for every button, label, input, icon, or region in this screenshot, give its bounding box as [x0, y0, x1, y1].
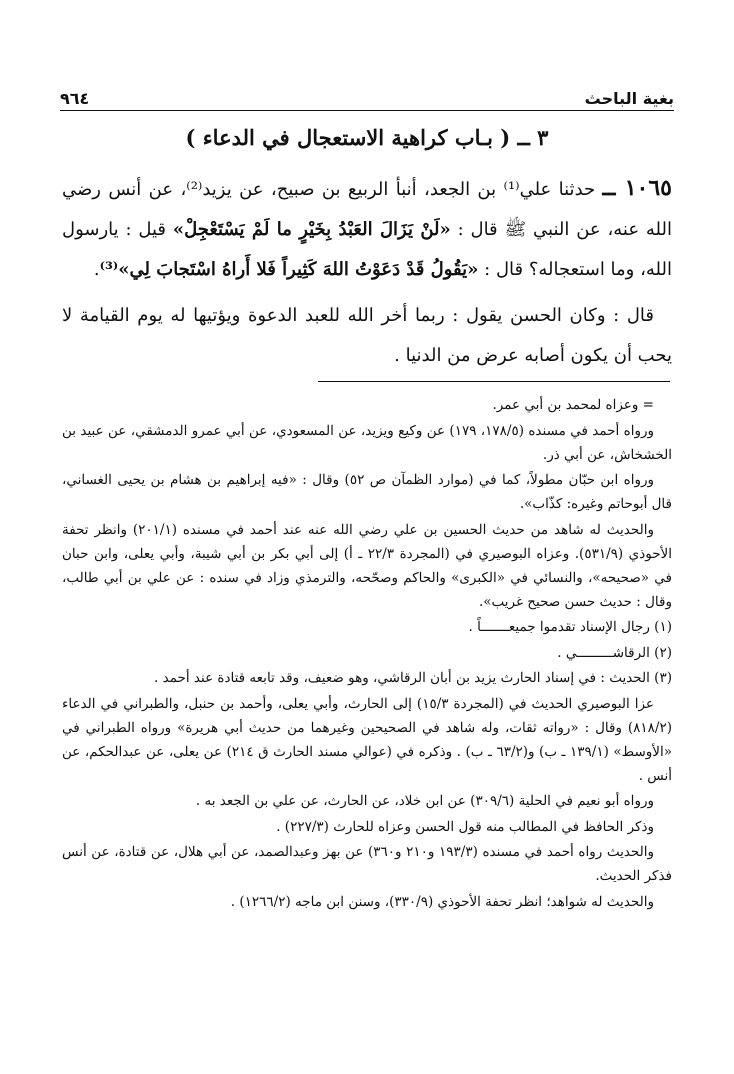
note-paragraph: عزا البوصيري الحديث في (المجردة ١٥/٣) إلى الحارث، وأبي يعلى، وأحمد بن حنبل، والطبراني في الدعاء (٨١٨/٢) وقال : «رواته ثقات، وله شاهد في الصحيحين وغيرهما من حديث أبي هريرة» ورواه الطبراني في «الأوسط» (١٣٩/١ ـ ب) و(٦٣/٢ ـ ب) . وذكره في (عوالي مسند الحارث ق ٢١٤) عن يعلى، عن عبدالحكم، عن أنس . [62, 695, 672, 784]
header-rule [60, 110, 674, 111]
note-paragraph: والحديث له شواهد؛ انظر تحفة الأحوذي (٣٣٠/٩)، وسنن ابن ماجه (١٢٦٦/٢) . [230, 893, 654, 910]
hadith-comment: قال : وكان الحسن يقول : ربما أخر الله للعبد الدعوة ويؤتيها له يوم القيامة لا يحب أن يكون أصابه عرض من الدنيا . [62, 305, 672, 366]
footnote-rule [318, 381, 670, 382]
hadith-text [62, 168, 672, 290]
hadith-block [62, 168, 672, 376]
footnotes [62, 393, 672, 915]
hadith-middle: قيل : يارسول الله، وما استعجاله؟ قال : [62, 219, 672, 280]
note-paragraph: ورواه أحمد في مسنده (١٧٨/٥، ١٧٩) عن وكيع ويزيد، عن المسعودي، عن أبي عمرو الدمشقي، عن عبيد بن الخشخاش، عن أبي ذر. [62, 422, 672, 463]
hadith-number: ١٠٦٥ ــ [602, 175, 672, 201]
hadith-isnad: حدثنا علي⁽¹⁾ بن الجعد، أنبأ الربيع بن صبيح، عن يزيد⁽²⁾، عن أنس رضي الله عنه، عن النبي ﷺ قال : [62, 179, 672, 240]
book-title: بغية الباحث [584, 89, 674, 108]
page-number: ٩٦٤ [60, 89, 90, 108]
hadith-end: . [93, 259, 100, 280]
note-paragraph: = وعزاه لمحمد بن أبي عمر. [492, 397, 654, 413]
hadith-quote-1: «لَنْ يَزَالَ العَبْدُ بِخَيْرٍ ما لَمْ يَسْتَعْجِلْ» [172, 219, 451, 240]
note-paragraph: وذكر الحافظ في المطالب منه قول الحسن وعزاه للحارث (٢٢٧/٣) . [276, 818, 654, 835]
footnote-2: (٢) الرقاشـــــــــي . [557, 644, 672, 661]
hadith-quote-2: «يَقُولُ قَدْ دَعَوْتُ اللهَ كَثِيراً فَلا أَراهُ اسْتَجابَ لِي»⁽³⁾ [99, 259, 479, 280]
note-paragraph: والحديث رواه أحمد في مسنده (١٩٣/٣ و٢١٠ و٣٦٠) عن بهز وعبدالصمد، عن أبي هلال، عن قتادة، عن أنس فذكر الحديث. [62, 844, 672, 884]
footnote-1: (١) رجال الإسناد تقدموا جميعـــــــاً . [468, 619, 672, 635]
note-paragraph: ورواه أبو نعيم في الحلية (٣٠٩/٦) عن ابن خلاد، عن الحارث، عن علي بن الجعد به . [195, 793, 654, 809]
footnote-3: (٣) الحديث : في إسناد الحارث يزيد بن أبان الرقاشي، وهو ضعيف، وقد تابعه قتادة عند أحمد . [154, 670, 672, 686]
running-header [60, 80, 674, 108]
note-paragraph: والحديث له شاهد من حديث الحسين بن علي رضي الله عنه عند أحمد في مسنده (٢٠١/١) وانظر تحفة الأحوذي (٥٣١/٩). وعزاه البوصيري في (المجردة ٢٢/٣ ـ أ) إلى أبي بكر بن أبي شيبة، وأبي يعلى، وابن حبان في «صحيحه»، والنسائي في «الكبرى» والحاكم وصحّحه، والترمذي وزاد في سنده : عن علي بن أبي طالب، وقال : حديث حسن صحيح غريب». [62, 521, 673, 610]
chapter-title: ٣ ــ ( بـاب كراهية الاستعجال في الدعاء ) [185, 125, 549, 150]
note-paragraph: ورواه ابن حبّان مطولاً، كما في (موارد الظمآن ص ٥٢) وقال : «فيه إبراهيم بن هشام بن يحيى الغساني، قال أبوحاتم وغيره: كذّاب». [62, 472, 672, 512]
